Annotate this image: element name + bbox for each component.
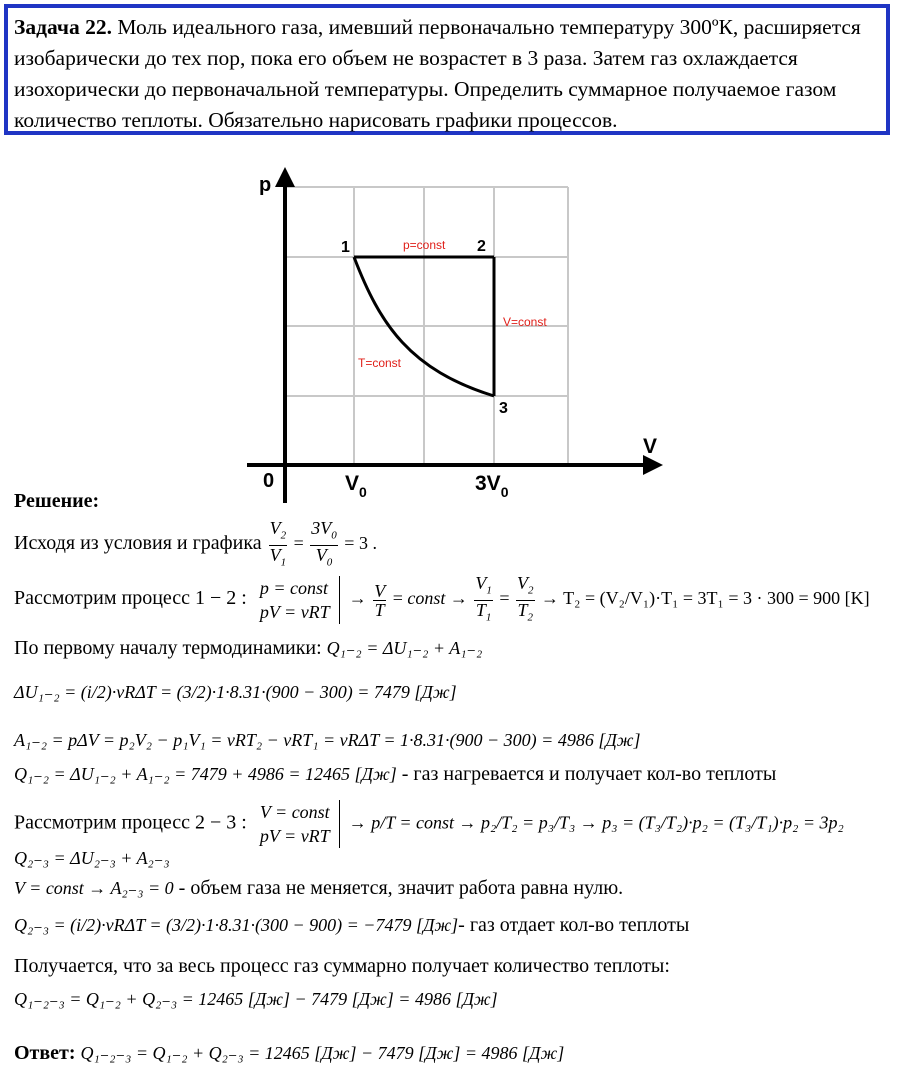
problem-text: Моль идеального газа, имевший первоначально температуру 300ºК, расширяется изобарически до тех пор, пока его объем не возрастет в 3 раза. Затем газ охлаждается изохорически до первоначальной температуры. Определить суммарное получаемое газом количество теплоты. Обязательно нарисовать графики процессов.	[14, 15, 861, 132]
v-axis-label: V	[643, 435, 658, 458]
p-axis-label: p	[259, 174, 272, 196]
solution-line-6: Q₁₋₂ = ΔU₁₋₂ + A₁₋₂ = 7479 + 4986 = 12465 [Дж] - газ нагревается и получает кол-во теплоты	[14, 763, 777, 785]
solution-line-7: Рассмотрим процесс 2 − 3 : V = const pV = νRT → p/T = const → p₂/T₂ = p₃/T₃ → p₃ = (T₃/T₂)·p₂ = (T₃/T₁)·p₂ = 3p₂	[14, 802, 844, 846]
point-3-label: 3	[499, 400, 508, 417]
derivation-1-2: → $\frac{V}{T}$ = const → $\frac{V_1}{T_1}$ = $\frac{V_2}{T_2}$ → T₂ = (V₂/V₁)·T₁ = 3T₁ = 3 · 300 = 900 [K]	[349, 588, 870, 608]
pv-diagram	[245, 165, 665, 510]
problem-title: Задача 22.	[14, 15, 112, 39]
t-const-label: T=const	[358, 356, 402, 370]
3v0-label: $3V_0$	[475, 472, 509, 500]
solution-line-3: По первому началу термодинамики: Q₁₋₂ = ΔU₁₋₂ + A₁₋₂	[14, 637, 483, 659]
answer-value: Q₁₋₂₋₃ = Q₁₋₂ + Q₂₋₃ = 12465 [Дж] − 7479 [Дж] = 4986 [Дж]	[80, 1043, 565, 1063]
solution-line-2: Рассмотрим процесс 1 − 2 : p = const pV = νRT → $\frac{V}{T}$ = const → $\frac{V_1}{T_1}$ = $\frac{V_2}{T_2}$ → T₂ = (V₂/V₁)·T₁ = 3T₁ = 3 · 300 = 900 [K]	[14, 574, 870, 626]
point-2-label: 2	[477, 238, 486, 255]
p-axis-arrow	[275, 167, 295, 187]
origin-label: 0	[263, 470, 275, 492]
solution-line-10: Q₂₋₃ = (i/2)·νRΔT = (3/2)·1·8.31·(300 − 900) = −7479 [Дж]- газ отдает кол-во теплоты	[14, 914, 690, 936]
solution-heading: Решение:	[14, 490, 100, 512]
v0-label: $V_0$	[345, 472, 367, 500]
problem-statement	[14, 12, 880, 136]
point-1-label: 1	[341, 239, 350, 256]
solution-line-8: Q₂₋₃ = ΔU₂₋₃ + A₂₋₃	[14, 848, 170, 868]
system-1-2: p = const pV = νRT	[259, 577, 330, 622]
solution-line-1: Исходя из условия и графика $\frac{V_2}{V_1}$ = $\frac{3V_0}{V_0}$ = 3 .	[14, 519, 377, 571]
ratio-expression: $\frac{V_2}{V_1}$ = $\frac{3V_0}{V_0}$ = 3 .	[267, 533, 377, 553]
v-axis-arrow	[643, 455, 663, 475]
problem-statement-box	[4, 4, 890, 135]
solution-line-11: Получается, что за весь процесс газ суммарно получает количество теплоты:	[14, 955, 670, 977]
answer-line	[14, 1042, 564, 1065]
p-const-label: p=const	[403, 238, 446, 252]
system-2-3: V = const pV = νRT	[259, 802, 330, 846]
solution-line-12: Q₁₋₂₋₃ = Q₁₋₂ + Q₂₋₃ = 12465 [Дж] − 7479 [Дж] = 4986 [Дж]	[14, 989, 498, 1009]
solution-line-5: A₁₋₂ = pΔV = p₂V₂ − p₁V₁ = νRT₂ − νRT₁ = νRΔT = 1·8.31·(900 − 300) = 4986 [Дж]	[14, 730, 641, 750]
answer-label: Ответ:	[14, 1042, 76, 1064]
solution-line-9: V = const → A₂₋₃ = 0 - объем газа не меняется, значит работа равна нулю.	[14, 877, 624, 899]
solution-line-4: ΔU₁₋₂ = (i/2)·νRΔT = (3/2)·1·8.31·(900 − 300) = 7479 [Дж]	[14, 682, 457, 702]
v-const-label: V=const	[503, 315, 547, 329]
